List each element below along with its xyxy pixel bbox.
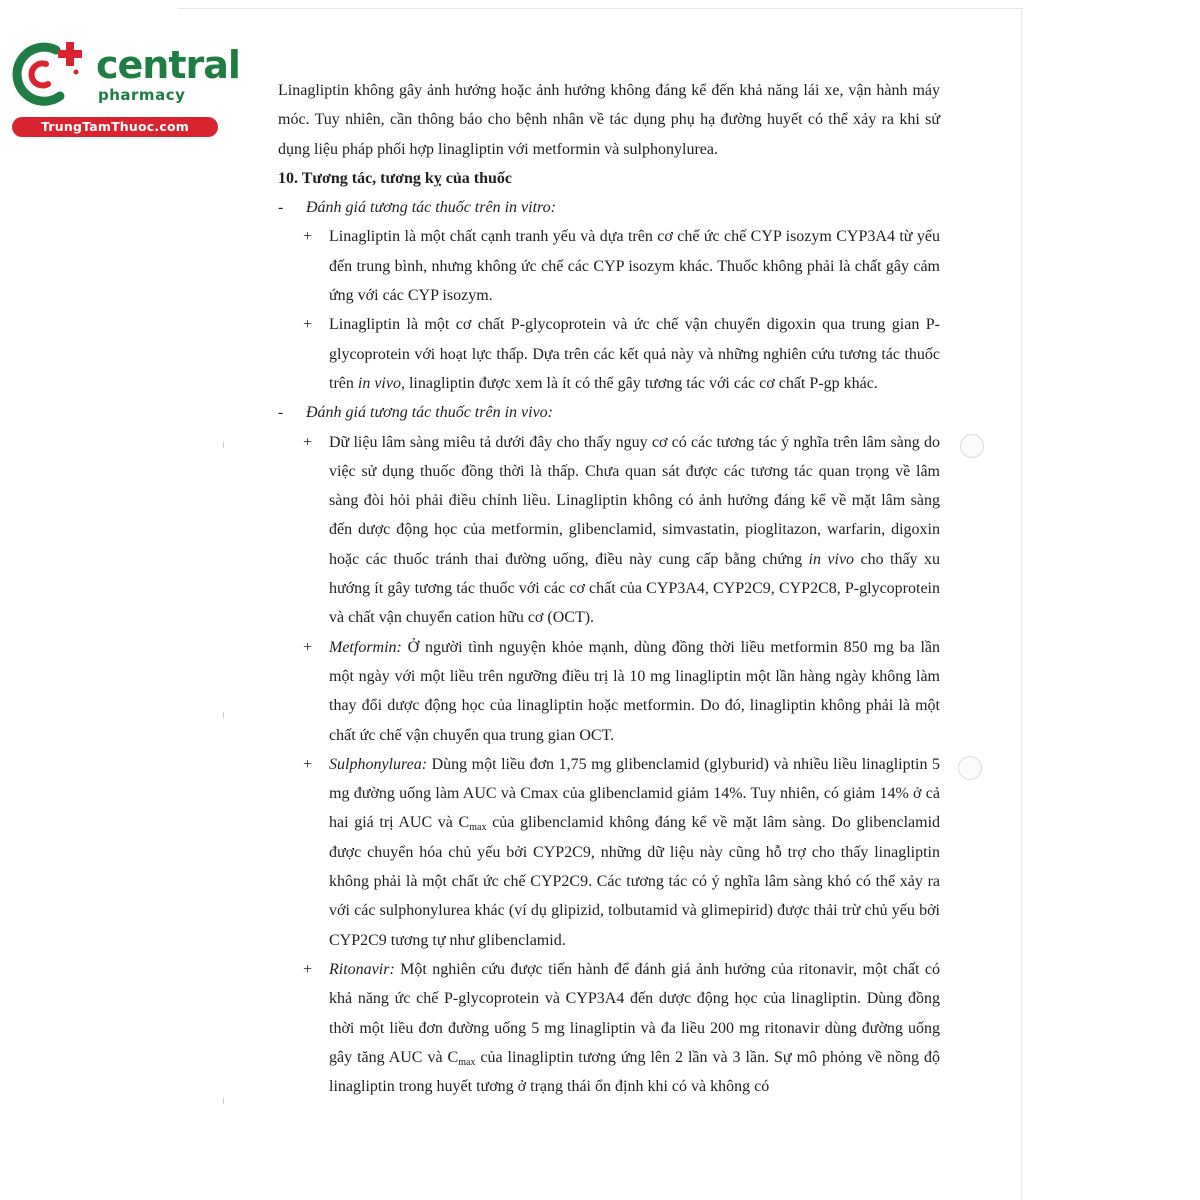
cmax-subscript: max xyxy=(458,1056,476,1068)
brand-name: central xyxy=(96,43,240,87)
invivo-title-text: Đánh giá tương tác thuốc trên in vivo: xyxy=(306,404,553,422)
invivo-section-title xyxy=(278,398,940,427)
cmax-subscript: max xyxy=(469,822,487,834)
ritonavir-text-a: Một nghiên cứu được tiến hành để đánh giá ảnh hưởng của ritonavir, một chất có khả năng ức chế P-glycoprotein và CYP3A4 đến dược động học của linagliptin. Dùng đồng thời một liều đơn đường uống 5 mg linagliptin và đa liều 200 mg ritonavir dùng đường uống gây tăng AUC và C xyxy=(329,960,940,1066)
invitro-item-2-text-c: , linagliptin được xem là ít có thể gây tương tác với các cơ chất P-gp khác. xyxy=(400,374,878,392)
invitro-title-text: Đánh giá tương tác thuốc trên in vitro: xyxy=(306,199,556,217)
plus-bullet: + xyxy=(303,755,313,773)
section-heading: 10. Tương tác, tương kỵ của thuốc xyxy=(278,169,512,187)
invivo-item-1 xyxy=(278,428,940,633)
scan-speck xyxy=(223,1098,224,1104)
sheet-right-edge xyxy=(1021,8,1022,1200)
scan-speck xyxy=(223,442,224,448)
sulphonylurea-text-a: Dùng một liều đơn 1,75 mg glibenclamid (glyburid) và nhiều liều linagliptin 5 mg đường uống làm AUC và Cmax của glibenclamid giảm 14%. Tuy nhiên, có giảm 14% ở cả hai giá trị AUC và C xyxy=(329,755,940,832)
invitro-item-2-italic: in vivo xyxy=(357,374,401,392)
plus-bullet: + xyxy=(303,960,313,978)
metformin-item xyxy=(278,633,940,750)
plus-bullet: + xyxy=(303,638,313,656)
invitro-section-title xyxy=(278,193,940,222)
document-body xyxy=(278,76,940,1101)
ritonavir-label: Ritonavir: xyxy=(329,960,395,978)
invitro-item-1-text: Linagliptin là một chất cạnh tranh yếu và dựa trên cơ chế ức chế CYP isozym CYP3A4 từ yếu đến trung bình, nhưng không ức chế các CYP isozym khác. Thuốc không phải là chất gây cảm ứng với các CYP isozym. xyxy=(329,228,940,305)
invitro-item-2 xyxy=(278,310,940,398)
brand-subtitle: pharmacy xyxy=(98,86,186,104)
central-pharmacy-logo xyxy=(10,38,240,138)
dash-bullet: - xyxy=(278,404,284,422)
invivo-item-1-italic: in vivo xyxy=(808,550,855,568)
sulphonylurea-text-b: của glibenclamid không đáng kể về mặt lâm sàng. Do glibenclamid được chuyển hóa chủ yếu bởi CYP2C9, những dữ liệu này cũng hỗ trợ cho thấy linagliptin không phải là một chất ức chế CYP2C9. Các tương tác có ý nghĩa lâm sàng khó có thể xảy ra với các sulphonylurea khác (ví dụ glipizid, tolbutamid và glimepirid) được thải trừ chủ yếu bởi CYP2C9 tương tự như glibenclamid. xyxy=(329,814,941,949)
punch-hole-upper xyxy=(960,434,984,458)
invivo-item-1-text-c: cho thấy xu hướng ít gây tương tác thuốc với các cơ chất của CYP3A4, CYP2C9, CYP2C8, P-glycoprotein và chất vận chuyển cation hữu cơ (OCT). xyxy=(329,550,940,627)
logo-mark-icon xyxy=(10,38,88,108)
invitro-item-1 xyxy=(278,222,940,310)
ritonavir-item xyxy=(278,955,940,1101)
metformin-label: Metformin: xyxy=(329,638,402,656)
sulphonylurea-item xyxy=(278,750,940,955)
metformin-text: Ở người tình nguyện khỏe mạnh, dùng đồng thời liều metformin 850 mg ba lần một ngày với một liều trên ngưỡng điều trị là 10 mg linagliptin một lần hàng ngày không làm thay đổi dược động học của linagliptin hoặc metformin. Do đó, linagliptin không phải là một chất ức chế vận chuyển qua trung gian OCT. xyxy=(329,638,940,744)
scan-speck xyxy=(223,712,224,718)
intro-paragraph: Linagliptin không gây ảnh hưởng hoặc ảnh hưởng không đáng kể đến khả năng lái xe, vận hành máy móc. Tuy nhiên, cần thông báo cho bệnh nhân về tác dụng phụ hạ đường huyết có thể xảy ra khi sử dụng liệu pháp phối hợp linagliptin với metformin và sulphonylurea. xyxy=(278,82,940,158)
ritonavir-text-b: của linagliptin tương ứng lên 2 lần và 3 lần. Sự mô phỏng về nồng độ linagliptin trong huyết tương ở trạng thái ổn định khi có và không có xyxy=(329,1048,940,1096)
invivo-item-1-text-a: Dữ liệu lâm sàng miêu tả dưới đây cho thấy nguy cơ có các tương tác ý nghĩa trên lâm sàng do việc sử dụng thuốc đồng thời là thấp. Chưa quan sát được các tương tác quan trọng về lâm sàng đòi hỏi phải điều chỉnh liều. Linagliptin không có ảnh hưởng đáng kể về mặt lâm sàng đến dược động học của metformin, glibenclamid, simvastatin, pioglitazon, warfarin, digoxin hoặc các thuốc tránh thai đường uống, điều này cung cấp bằng chứng xyxy=(329,433,940,568)
dash-bullet: - xyxy=(278,199,284,217)
plus-bullet: + xyxy=(303,433,313,451)
sulphonylurea-label: Sulphonylurea: xyxy=(329,755,428,773)
plus-bullet: + xyxy=(303,228,313,246)
sheet-top-edge xyxy=(178,8,1023,9)
punch-hole-lower xyxy=(958,756,982,780)
brand-website: TrungTamThuoc.com xyxy=(12,117,218,137)
invitro-item-2-text-a: Linagliptin là một cơ chất P-glycoprotein và ức chế vận chuyển digoxin qua trung gian P-glycoprotein với hoạt lực thấp. Dựa trên các kết quả này và những nghiên cứu tương tác thuốc trên xyxy=(329,316,940,392)
plus-bullet: + xyxy=(303,316,313,334)
